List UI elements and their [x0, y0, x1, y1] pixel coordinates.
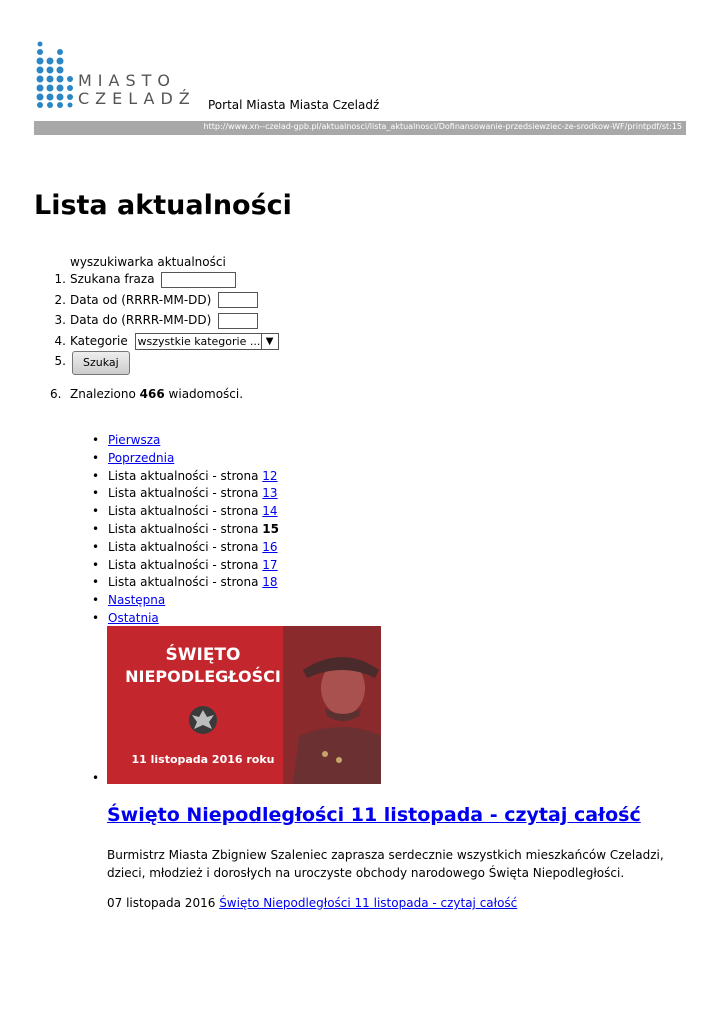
poster-date: 11 listopada 2016 roku — [131, 753, 275, 766]
url-bar — [34, 121, 686, 135]
prev-page-link[interactable]: Poprzednia — [108, 450, 175, 465]
logo-wordmark — [78, 72, 196, 108]
pager-item — [88, 449, 279, 467]
row-number: 2. — [54, 292, 66, 307]
page-prefix: Lista aktualności - strona — [108, 521, 259, 536]
poster-line-1: ŚWIĘTO — [165, 645, 241, 665]
row-number: 4. — [54, 333, 66, 348]
page-link-16[interactable]: 16 — [262, 539, 278, 554]
page-link-12[interactable]: 12 — [262, 468, 278, 483]
date-to-row — [34, 310, 279, 331]
page-prefix: Lista aktualności - strona — [108, 504, 259, 519]
news-image[interactable] — [107, 626, 381, 784]
page-prefix: Lista aktualności - strona — [108, 557, 259, 572]
first-page-link[interactable]: Pierwsza — [108, 433, 161, 447]
pagination — [88, 431, 279, 627]
logo-dots-icon — [34, 38, 78, 110]
pager-item — [88, 502, 279, 520]
page-link-17[interactable]: 17 — [262, 557, 278, 572]
page-prefix: Lista aktualności - strona — [108, 468, 259, 483]
last-page-link[interactable]: Ostatnia — [108, 610, 159, 625]
search-form — [34, 269, 279, 372]
phrase-row — [34, 269, 279, 290]
results-prefix: Znaleziono — [70, 387, 136, 401]
row-number: 3. — [54, 313, 66, 327]
category-label: Kategorie — [70, 333, 128, 348]
current-page: 15 — [262, 521, 279, 536]
page-url: http://www.xn--czelad-gpb.pl/aktualnosci/lista_aktualnosci/Dofinansowanie-przedsiewziec-ze-srodkow-WF/printpdf/st:15 — [203, 122, 682, 131]
submit-row — [34, 351, 279, 372]
pager-item — [88, 484, 279, 502]
page-link-14[interactable]: 14 — [262, 504, 278, 519]
portal-name: Portal Miasta Miasta Czeladź — [208, 98, 380, 112]
row-number: 5. — [54, 354, 66, 368]
page-prefix: Lista aktualności - strona — [108, 575, 259, 590]
pager-item — [88, 538, 279, 556]
pager-item — [88, 591, 279, 609]
date-from-input[interactable] — [218, 292, 258, 308]
eagle-emblem-icon — [189, 706, 217, 734]
category-select[interactable] — [135, 333, 279, 350]
search-form-caption: wyszukiwarka aktualności — [70, 255, 226, 269]
pager-item — [88, 609, 279, 627]
phrase-label: Szukana fraza — [70, 272, 155, 286]
category-selected-value: wszystkie kategorie ... — [137, 334, 261, 348]
date-to-label: Data do (RRRR-MM-DD) — [70, 313, 212, 327]
independence-day-poster — [107, 626, 381, 784]
next-page-link[interactable]: Następna — [108, 593, 166, 608]
date-from-label: Data od (RRRR-MM-DD) — [70, 292, 212, 307]
row-number: 1. — [54, 272, 66, 286]
news-title — [107, 804, 641, 826]
poster-line-2: NIEPODLEGŁOŚCI — [125, 667, 281, 686]
pager-item — [88, 520, 279, 538]
page-link-18[interactable]: 18 — [262, 575, 278, 590]
logo-line-1: MIASTO — [78, 71, 176, 90]
dropdown-arrow-icon[interactable]: ▼ — [261, 334, 278, 349]
pager-item — [88, 467, 279, 485]
news-bullet: • — [92, 771, 100, 785]
news-title-link[interactable]: Święto Niepodległości 11 listopada - czytaj całość — [107, 804, 641, 826]
search-button[interactable]: Szukaj — [72, 351, 130, 375]
news-lead: Burmistrz Miasta Zbigniew Szaleniec zaprasza serdecznie wszystkich mieszkańców Czeladzi, dzieci, młodzież i dorosłych na uroczyste obchody narodowego Święta Niepodległości. — [107, 848, 664, 880]
pager-item — [88, 431, 279, 449]
results-number: 466 — [139, 387, 165, 401]
news-date: 07 listopada 2016 — [107, 896, 216, 910]
logo-line-2: CZELADŹ — [78, 89, 196, 108]
page-prefix: Lista aktualności - strona — [108, 486, 259, 501]
pager-item — [88, 573, 279, 591]
phrase-input[interactable] — [161, 272, 236, 288]
page-link-13[interactable]: 13 — [262, 486, 278, 501]
results-suffix: wiadomości. — [168, 387, 244, 401]
date-from-row — [34, 290, 279, 311]
date-to-input[interactable] — [218, 313, 258, 329]
row-number: 6. — [50, 387, 62, 401]
page-title: Lista aktualności — [34, 190, 292, 221]
news-meta — [107, 896, 517, 910]
page-prefix: Lista aktualności - strona — [108, 539, 259, 554]
category-row — [34, 331, 279, 352]
pager-item — [88, 556, 279, 574]
news-read-more-link[interactable]: Święto Niepodległości 11 listopada - czytaj całość — [219, 896, 518, 910]
